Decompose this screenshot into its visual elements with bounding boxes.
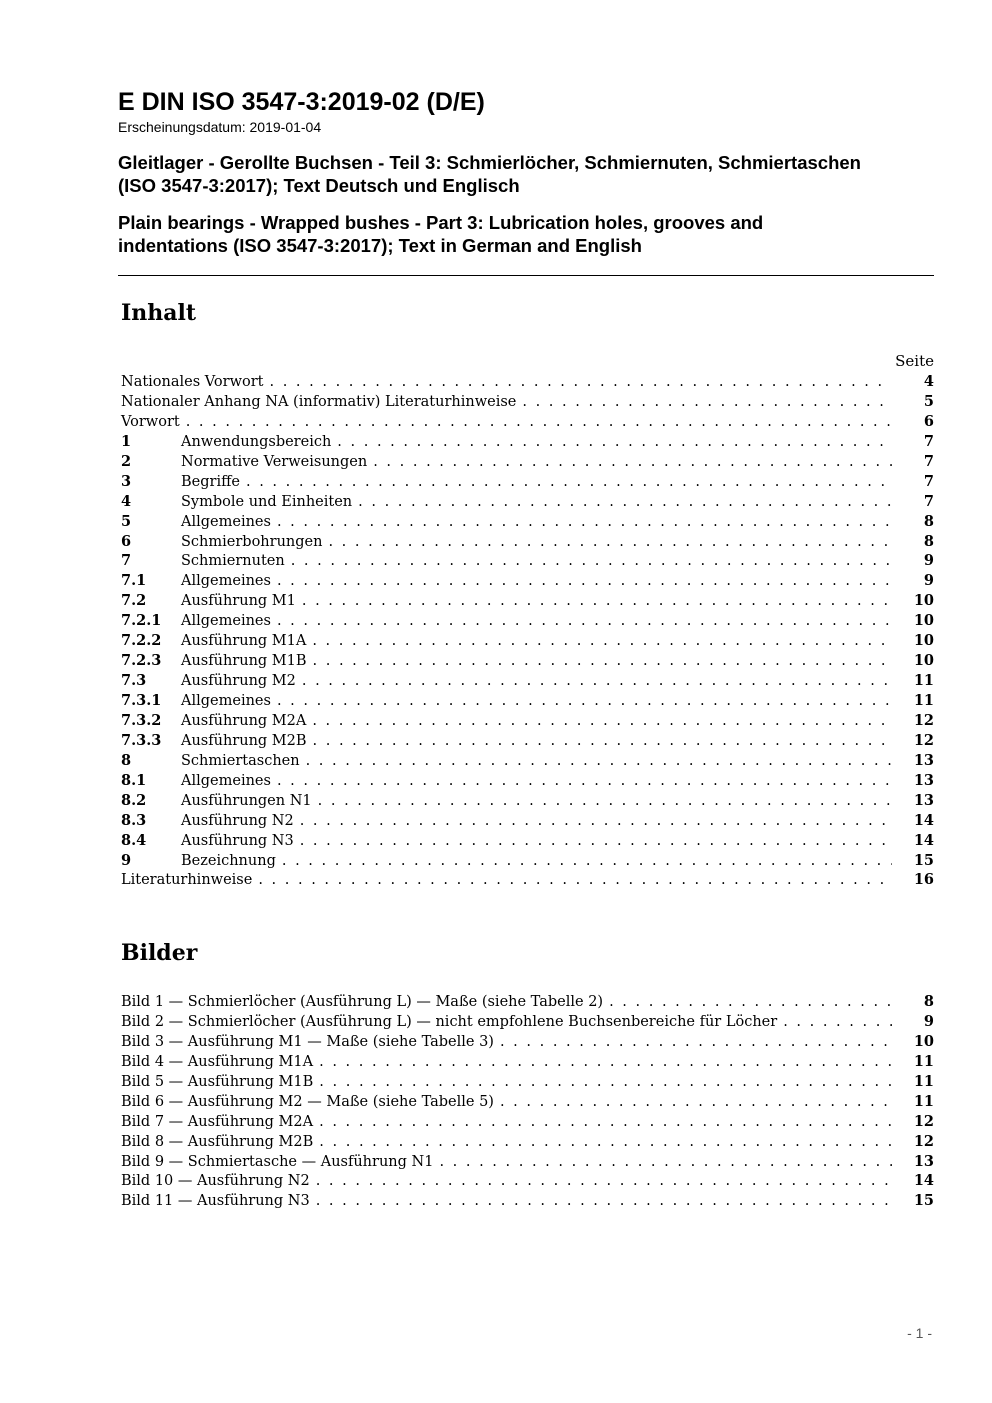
toc-entry-page: 10 bbox=[913, 592, 934, 610]
dot-leader bbox=[277, 572, 892, 592]
toc-entry-page: 12 bbox=[913, 711, 934, 729]
figure-entry[interactable] bbox=[121, 1112, 934, 1132]
dot-leader bbox=[318, 792, 892, 812]
toc-entry-title: Ausführung M1B bbox=[181, 653, 307, 670]
dot-leader bbox=[319, 1133, 892, 1153]
figure-entry[interactable] bbox=[121, 1152, 934, 1172]
figure-entry-page: 11 bbox=[913, 1052, 934, 1070]
toc-entry-title: Ausführung M2 bbox=[181, 673, 296, 690]
toc-entry-title: Anwendungsbereich bbox=[181, 433, 332, 450]
table-of-contents bbox=[121, 372, 934, 890]
toc-entry-page: 10 bbox=[913, 652, 934, 670]
figure-entry-title: Bild 7 — Ausführung M2A bbox=[121, 1113, 314, 1130]
dot-leader bbox=[373, 453, 892, 473]
dot-leader bbox=[312, 632, 892, 652]
toc-entry-title: Nationales Vorwort bbox=[121, 374, 264, 390]
dot-leader bbox=[282, 852, 892, 872]
figure-entry-page: 15 bbox=[913, 1192, 934, 1210]
toc-entry-title: Ausführung M2B bbox=[181, 732, 307, 749]
toc-entry-page: 14 bbox=[913, 811, 934, 829]
toc-entry-title: Allgemeines bbox=[181, 613, 271, 630]
list-of-figures bbox=[121, 992, 934, 1211]
dot-leader bbox=[302, 672, 892, 692]
toc-entry-number: 6 bbox=[121, 532, 132, 550]
toc-entry-page: 6 bbox=[923, 412, 934, 430]
toc-entry[interactable] bbox=[121, 571, 934, 591]
toc-entry[interactable] bbox=[121, 711, 934, 731]
toc-entry-page: 8 bbox=[923, 532, 934, 550]
figure-entry[interactable] bbox=[121, 1171, 934, 1191]
dot-leader bbox=[783, 1013, 892, 1033]
dot-leader bbox=[337, 433, 892, 453]
dot-leader bbox=[258, 871, 892, 891]
toc-entry-page: 9 bbox=[923, 552, 934, 570]
figure-entry-page: 10 bbox=[913, 1032, 934, 1050]
title-english-line-2: indentations (ISO 3547-3:2017); Text in German and English bbox=[118, 235, 642, 256]
toc-entry-page: 14 bbox=[913, 831, 934, 849]
toc-entry-page: 7 bbox=[923, 492, 934, 510]
toc-entry[interactable] bbox=[121, 372, 934, 392]
title-german bbox=[118, 151, 934, 197]
toc-entry-title: Begriffe bbox=[181, 473, 240, 490]
toc-entry-title: Ausführung N2 bbox=[181, 812, 294, 829]
toc-entry[interactable] bbox=[121, 412, 934, 432]
toc-entry-title: Schmiertaschen bbox=[181, 752, 300, 769]
toc-entry-number: 7.2.3 bbox=[121, 652, 162, 670]
toc-entry-page: 4 bbox=[923, 373, 934, 390]
figure-entry-title: Bild 8 — Ausführung M2B bbox=[121, 1133, 314, 1150]
toc-entry-page: 10 bbox=[913, 612, 934, 630]
toc-entry-title: Ausführung M2A bbox=[181, 712, 307, 729]
figure-entry-page: 14 bbox=[913, 1172, 934, 1190]
dot-leader bbox=[500, 1033, 892, 1053]
toc-entry[interactable] bbox=[121, 731, 934, 751]
toc-entry-number: 7 bbox=[121, 552, 132, 570]
figures-heading: Bilder bbox=[121, 940, 198, 966]
toc-entry-page: 12 bbox=[913, 731, 934, 749]
toc-entry-number: 3 bbox=[121, 472, 132, 490]
toc-entry[interactable] bbox=[121, 831, 934, 851]
toc-entry[interactable] bbox=[121, 811, 934, 831]
toc-entry-title: Ausführung M1 bbox=[181, 593, 296, 610]
toc-entry-title: Allgemeines bbox=[181, 772, 271, 789]
toc-entry-page: 7 bbox=[923, 432, 934, 450]
toc-entry-title: Schmierbohrungen bbox=[181, 533, 323, 550]
dot-leader bbox=[186, 413, 892, 433]
toc-entry[interactable] bbox=[121, 432, 934, 452]
toc-entry[interactable] bbox=[121, 611, 934, 631]
dot-leader bbox=[319, 1113, 892, 1133]
toc-entry[interactable] bbox=[121, 392, 934, 412]
dot-leader bbox=[313, 652, 892, 672]
dot-leader bbox=[277, 772, 892, 792]
toc-entry-number: 2 bbox=[121, 452, 132, 470]
document-header bbox=[118, 86, 934, 257]
figure-entry-title: Bild 2 — Schmierlöcher (Ausführung L) — nicht empfohlene Buchsenbereiche für Löcher bbox=[121, 1013, 778, 1030]
toc-entry-number: 8.4 bbox=[121, 831, 147, 849]
toc-entry[interactable] bbox=[121, 591, 934, 611]
dot-leader bbox=[319, 1073, 892, 1093]
figure-entry-page: 12 bbox=[913, 1132, 934, 1150]
title-english-line-1: Plain bearings - Wrapped bushes - Part 3: Lubrication holes, grooves and bbox=[118, 212, 764, 233]
dot-leader bbox=[269, 373, 892, 393]
figure-entry[interactable] bbox=[121, 1012, 934, 1032]
dot-leader bbox=[316, 1192, 892, 1212]
toc-entry-page: 7 bbox=[923, 472, 934, 490]
toc-entry-number: 8 bbox=[121, 751, 132, 769]
toc-entry[interactable] bbox=[121, 691, 934, 711]
dot-leader bbox=[522, 393, 892, 413]
publication-date: Erscheinungsdatum: 2019-01-04 bbox=[118, 119, 322, 135]
toc-entry-page: 13 bbox=[913, 791, 934, 809]
toc-entry-page: 11 bbox=[913, 672, 934, 690]
toc-entry-page: 11 bbox=[913, 692, 934, 709]
toc-entry[interactable] bbox=[121, 551, 934, 571]
toc-entry-title: Symbole und Einheiten bbox=[181, 493, 353, 510]
toc-entry[interactable] bbox=[121, 771, 934, 791]
toc-entry-page: 15 bbox=[913, 851, 934, 869]
figure-entry[interactable] bbox=[121, 1191, 934, 1211]
toc-entry[interactable] bbox=[121, 512, 934, 532]
page-column-label: Seite bbox=[895, 352, 934, 370]
document-id: E DIN ISO 3547-3:2019-02 (D/E) bbox=[118, 88, 485, 116]
title-english bbox=[118, 211, 934, 257]
figure-entry-page: 11 bbox=[913, 1092, 934, 1110]
toc-entry-page: 7 bbox=[923, 452, 934, 470]
figure-entry-page: 9 bbox=[923, 1012, 934, 1030]
toc-entry-page: 13 bbox=[913, 771, 934, 789]
dot-leader bbox=[500, 1093, 892, 1113]
dot-leader bbox=[609, 993, 892, 1013]
dot-leader bbox=[302, 592, 892, 612]
toc-entry-number: 8.2 bbox=[121, 791, 147, 809]
toc-entry[interactable] bbox=[121, 452, 934, 472]
toc-entry[interactable] bbox=[121, 671, 934, 691]
toc-entry-page: 13 bbox=[913, 751, 934, 769]
toc-entry-number: 5 bbox=[121, 512, 132, 530]
figure-entry-title: Bild 9 — Schmiertasche — Ausführung N1 bbox=[121, 1153, 434, 1170]
toc-entry-title: Ausführung M1A bbox=[181, 633, 307, 650]
toc-entry[interactable] bbox=[121, 751, 934, 771]
toc-entry-title: Nationaler Anhang NA (informativ) Literaturhinweise bbox=[121, 393, 517, 410]
dot-leader bbox=[316, 1172, 892, 1192]
figure-entry[interactable] bbox=[121, 1132, 934, 1152]
header-divider bbox=[118, 275, 934, 276]
dot-leader bbox=[312, 712, 892, 732]
toc-entry-number: 8.3 bbox=[121, 811, 147, 829]
figure-entry[interactable] bbox=[121, 1072, 934, 1092]
toc-entry-title: Bezeichnung bbox=[181, 852, 276, 869]
figure-entry-title: Bild 11 — Ausführung N3 bbox=[121, 1193, 310, 1210]
dot-leader bbox=[319, 1053, 892, 1073]
toc-entry[interactable] bbox=[121, 791, 934, 811]
toc-entry-number: 7.2 bbox=[121, 592, 147, 610]
toc-entry-title: Ausführung N3 bbox=[181, 832, 294, 849]
figure-entry-page: 12 bbox=[913, 1112, 934, 1130]
toc-heading: Inhalt bbox=[121, 300, 197, 326]
toc-entry[interactable] bbox=[121, 870, 934, 890]
toc-entry-title: Literaturhinweise bbox=[121, 872, 253, 889]
toc-entry-title: Vorwort bbox=[121, 413, 180, 430]
toc-entry-title: Allgemeines bbox=[181, 513, 271, 530]
dot-leader bbox=[300, 832, 892, 852]
toc-entry[interactable] bbox=[121, 851, 934, 871]
dot-leader bbox=[300, 812, 892, 832]
toc-entry-title: Normative Verweisungen bbox=[181, 453, 368, 470]
page-number: - 1 - bbox=[907, 1325, 932, 1341]
dot-leader bbox=[306, 752, 892, 772]
dot-leader bbox=[291, 552, 892, 572]
toc-entry-number: 7.2.2 bbox=[121, 632, 162, 650]
toc-entry-page: 10 bbox=[913, 632, 934, 650]
toc-entry[interactable] bbox=[121, 492, 934, 512]
dot-leader bbox=[328, 533, 892, 553]
dot-leader bbox=[358, 493, 892, 513]
figure-entry-title: Bild 6 — Ausführung M2 — Maße (siehe Tabelle 5) bbox=[121, 1093, 494, 1110]
figure-entry[interactable] bbox=[121, 1052, 934, 1072]
toc-entry[interactable] bbox=[121, 651, 934, 671]
toc-entry-number: 7.3 bbox=[121, 672, 147, 690]
toc-entry-page: 8 bbox=[923, 512, 934, 530]
dot-leader bbox=[277, 692, 892, 712]
toc-entry[interactable] bbox=[121, 631, 934, 651]
figure-entry-page: 11 bbox=[913, 1072, 934, 1090]
dot-leader bbox=[246, 473, 892, 493]
toc-entry-page: 5 bbox=[923, 392, 934, 410]
dot-leader bbox=[277, 612, 892, 632]
toc-entry-page: 16 bbox=[913, 871, 934, 889]
dot-leader bbox=[277, 513, 892, 533]
figure-entry-title: Bild 5 — Ausführung M1B bbox=[121, 1073, 314, 1090]
toc-entry-title: Ausführungen N1 bbox=[181, 792, 312, 809]
figure-entry-page: 8 bbox=[923, 993, 934, 1010]
toc-entry[interactable] bbox=[121, 472, 934, 492]
toc-entry-title: Allgemeines bbox=[181, 573, 271, 590]
toc-entry-number: 7.3.2 bbox=[121, 711, 162, 729]
figure-entry-page: 13 bbox=[913, 1152, 934, 1170]
toc-entry-title: Allgemeines bbox=[181, 693, 271, 709]
dot-leader bbox=[313, 732, 892, 752]
toc-entry-number: 7.1 bbox=[121, 572, 147, 590]
toc-entry-number: 8.1 bbox=[121, 771, 147, 789]
figure-entry-title: Bild 10 — Ausführung N2 bbox=[121, 1173, 310, 1190]
figure-entry-title: Bild 3 — Ausführung M1 — Maße (siehe Tabelle 3) bbox=[121, 1033, 494, 1050]
title-german-line-2: (ISO 3547-3:2017); Text Deutsch und Englisch bbox=[118, 175, 520, 196]
toc-entry-number: 7.3.1 bbox=[121, 692, 162, 709]
toc-entry-number: 4 bbox=[121, 492, 132, 510]
dot-leader bbox=[439, 1153, 892, 1173]
toc-entry[interactable] bbox=[121, 532, 934, 552]
figure-entry[interactable] bbox=[121, 992, 934, 1012]
toc-entry-number: 7.2.1 bbox=[121, 612, 162, 630]
figure-entry-title: Bild 4 — Ausführung M1A bbox=[121, 1053, 314, 1070]
figure-entry[interactable] bbox=[121, 1032, 934, 1052]
toc-entry-number: 9 bbox=[121, 851, 132, 869]
figure-entry-title: Bild 1 — Schmierlöcher (Ausführung L) — Maße (siehe Tabelle 2) bbox=[121, 994, 604, 1010]
toc-entry-title: Schmiernuten bbox=[181, 553, 285, 570]
toc-entry-number: 1 bbox=[121, 432, 132, 450]
figure-entry[interactable] bbox=[121, 1092, 934, 1112]
title-german-line-1: Gleitlager - Gerollte Buchsen - Teil 3: Schmierlöcher, Schmiernuten, Schmiertaschen bbox=[118, 152, 861, 173]
toc-entry-number: 7.3.3 bbox=[121, 731, 162, 749]
toc-entry-page: 9 bbox=[923, 572, 934, 590]
